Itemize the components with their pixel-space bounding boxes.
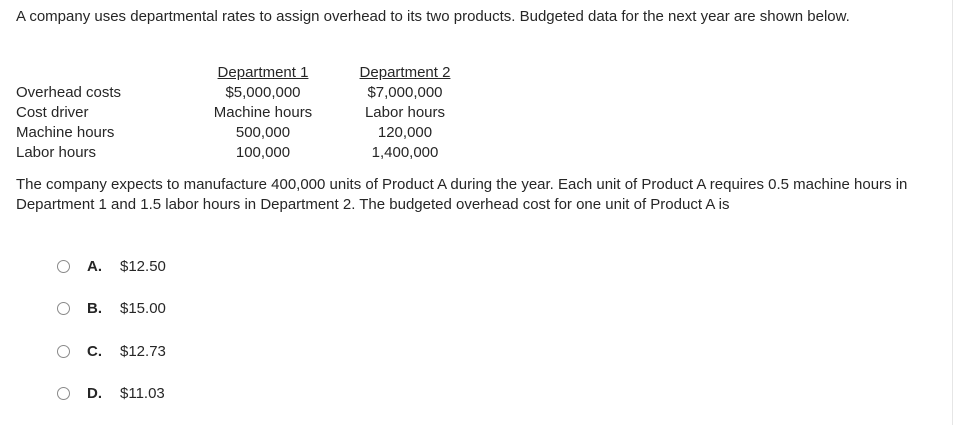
option-a-text: $12.50 [120,257,166,275]
dept2-machine-hours: 120,000 [377,124,433,141]
option-d-text: $11.03 [120,384,165,402]
option-d[interactable] [57,382,165,404]
dept1-machine-hours: 500,000 [235,124,291,141]
row-label-overhead-costs: Overhead costs [16,84,122,101]
option-b-letter: B. [87,299,102,317]
dept2-overhead-costs: $7,000,000 [367,84,443,101]
option-b-text: $15.00 [120,299,166,317]
budget-table [16,63,616,165]
dept1-cost-driver: Machine hours [213,104,313,121]
row-label-cost-driver: Cost driver [16,104,89,121]
row-label-labor-hours: Labor hours [16,144,97,161]
header-department-2: Department 2 [359,64,451,81]
option-d-letter: D. [87,384,102,402]
dept2-cost-driver: Labor hours [364,104,446,121]
header-department-1: Department 1 [217,64,309,81]
dept2-labor-hours: 1,400,000 [371,144,439,161]
radio-option-d[interactable] [57,387,70,400]
radio-option-c[interactable] [57,345,70,358]
row-label-machine-hours: Machine hours [16,124,115,141]
option-a[interactable] [57,255,166,277]
intro-text: A company uses departmental rates to assign overhead to its two products. Budgeted data for the next year are shown below. [16,8,850,25]
dept1-overhead-costs: $5,000,000 [225,84,301,101]
option-b[interactable] [57,297,166,319]
radio-option-b[interactable] [57,302,70,315]
option-c-text: $12.73 [120,342,166,360]
panel-border [952,0,953,425]
option-c[interactable] [57,340,166,362]
dept1-labor-hours: 100,000 [235,144,291,161]
radio-option-a[interactable] [57,260,70,273]
question-text: The company expects to manufacture 400,000 units of Product A during the year. Each unit of Product A requires 0.5 machine hours in Department 1 and 1.5 labor hours in Department 2. The budgeted overhead cost for one unit of Product A is [16,176,908,213]
option-a-letter: A. [87,257,102,275]
option-c-letter: C. [87,342,102,360]
